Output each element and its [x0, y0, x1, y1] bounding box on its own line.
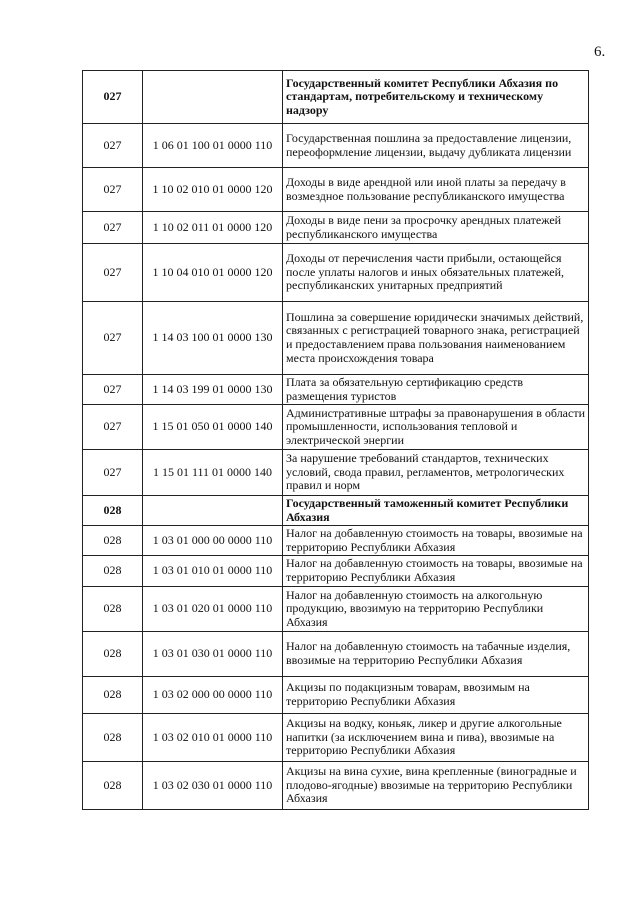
income-description-cell: Плата за обязательную сертификацию средств размещения туристов [283, 375, 589, 405]
income-description-cell: Доходы от перечисления части прибыли, остающейся после уплаты налогов и иных обязательных платежей, республиканских унитарных предприятий [283, 244, 589, 302]
table-row [83, 714, 589, 762]
income-description-cell: Налог на добавленную стоимость на алкогольную продукцию, ввозимую на территорию Республики Абхазия [283, 587, 589, 632]
admin-code-cell: 028 [83, 526, 143, 556]
table-row [83, 302, 589, 375]
table-row [83, 212, 589, 244]
admin-code-cell: 028 [83, 496, 143, 526]
income-description-cell: Доходы в виде пени за просрочку арендных платежей республиканского имущества [283, 212, 589, 244]
classification-code-cell: 1 14 03 199 01 0000 130 [143, 375, 283, 405]
admin-code-cell: 028 [83, 762, 143, 810]
income-description-cell: За нарушение требований стандартов, технических условий, свода правил, регламентов, метрологических правил и норм [283, 450, 589, 496]
table-section-header-row [83, 71, 589, 124]
classification-code-cell: 1 03 01 010 01 0000 110 [143, 556, 283, 587]
table-row [83, 375, 589, 405]
admin-code-cell: 027 [83, 244, 143, 302]
table-row [83, 677, 589, 714]
admin-code-cell: 027 [83, 450, 143, 496]
budget-classification-table [82, 70, 589, 810]
classification-code-cell: 1 10 04 010 01 0000 120 [143, 244, 283, 302]
classification-code-cell: 1 03 02 030 01 0000 110 [143, 762, 283, 810]
income-description-cell: Доходы в виде арендной или иной платы за передачу в возмездное пользование республиканского имущества [283, 168, 589, 212]
table-row [83, 632, 589, 677]
classification-code-cell: 1 10 02 011 01 0000 120 [143, 212, 283, 244]
income-description-cell: Государственный таможенный комитет Республики Абхазия [283, 496, 589, 526]
income-description-cell: Административные штрафы за правонарушения в области промышленности, использования тепловой и электрической энергии [283, 405, 589, 450]
classification-code-cell [143, 71, 283, 124]
admin-code-cell: 027 [83, 168, 143, 212]
table-body [83, 71, 589, 810]
admin-code-cell: 028 [83, 714, 143, 762]
classification-code-cell: 1 06 01 100 01 0000 110 [143, 124, 283, 168]
classification-code-cell [143, 496, 283, 526]
income-description-cell: Пошлина за совершение юридически значимых действий, связанных с регистрацией товарного знака, регистрацией и предоставлением права пользования наименованием места происхождения товара [283, 302, 589, 375]
page-number: 6. [594, 44, 606, 60]
income-description-cell: Налог на добавленную стоимость на табачные изделия, ввозимые на территорию Республики Абхазия [283, 632, 589, 677]
classification-code-cell: 1 03 02 000 00 0000 110 [143, 677, 283, 714]
admin-code-cell: 027 [83, 375, 143, 405]
income-description-cell: Налог на добавленную стоимость на товары, ввозимые на территорию Республики Абхазия [283, 526, 589, 556]
admin-code-cell: 028 [83, 587, 143, 632]
income-description-cell: Акцизы на водку, коньяк, ликер и другие алкогольные напитки (за исключением вина и пива), ввозимые на территорию Республики Абхазия [283, 714, 589, 762]
income-description-cell: Акцизы по подакцизным товарам, ввозимым на территорию Республики Абхазия [283, 677, 589, 714]
admin-code-cell: 028 [83, 677, 143, 714]
income-description-cell: Акцизы на вина сухие, вина крепленные (виноградные и плодово-ягодные) ввозимые на территорию Республики Абхазия [283, 762, 589, 810]
admin-code-cell: 027 [83, 71, 143, 124]
admin-code-cell: 027 [83, 124, 143, 168]
table-row [83, 556, 589, 587]
classification-code-cell: 1 03 01 000 00 0000 110 [143, 526, 283, 556]
admin-code-cell: 028 [83, 632, 143, 677]
table-row [83, 526, 589, 556]
table-row [83, 405, 589, 450]
table-section-header-row [83, 496, 589, 526]
classification-code-cell: 1 03 01 030 01 0000 110 [143, 632, 283, 677]
table-row [83, 762, 589, 810]
classification-code-cell: 1 03 01 020 01 0000 110 [143, 587, 283, 632]
admin-code-cell: 027 [83, 302, 143, 375]
table-row [83, 450, 589, 496]
admin-code-cell: 027 [83, 212, 143, 244]
classification-code-cell: 1 03 02 010 01 0000 110 [143, 714, 283, 762]
income-description-cell: Государственная пошлина за предоставление лицензии, переоформление лицензии, выдачу дубликата лицензии [283, 124, 589, 168]
income-description-cell: Налог на добавленную стоимость на товары, ввозимые на территорию Республики Абхазия [283, 556, 589, 587]
classification-code-cell: 1 10 02 010 01 0000 120 [143, 168, 283, 212]
classification-code-cell: 1 15 01 111 01 0000 140 [143, 450, 283, 496]
table-row [83, 124, 589, 168]
table-row [83, 587, 589, 632]
classification-code-cell: 1 14 03 100 01 0000 130 [143, 302, 283, 375]
classification-code-cell: 1 15 01 050 01 0000 140 [143, 405, 283, 450]
table-row [83, 244, 589, 302]
admin-code-cell: 027 [83, 405, 143, 450]
table-row [83, 168, 589, 212]
admin-code-cell: 028 [83, 556, 143, 587]
income-description-cell: Государственный комитет Республики Абхазия по стандартам, потребительскому и техническому надзору [283, 71, 589, 124]
